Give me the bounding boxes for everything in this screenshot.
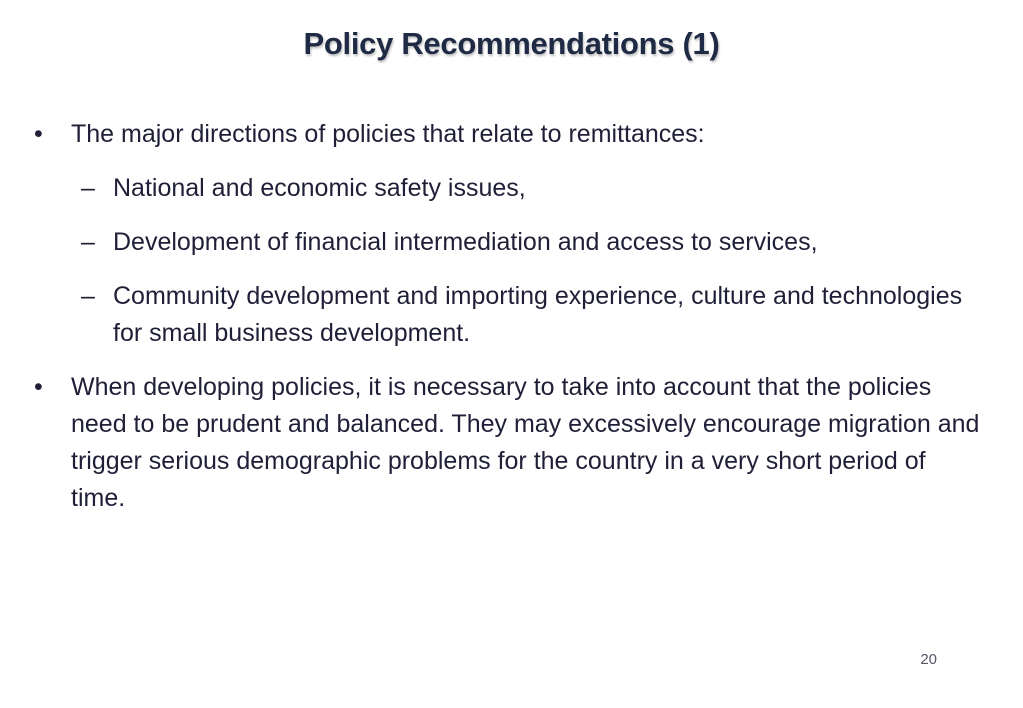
bullet-text: The major directions of policies that relate to remittances: xyxy=(71,120,705,148)
slide-title: Policy Recommendations (1) xyxy=(303,26,720,61)
dash-marker: – xyxy=(81,282,95,310)
sub-bullet-item xyxy=(81,170,980,207)
bullet-marker: • xyxy=(34,373,43,401)
bullet-item xyxy=(30,369,980,517)
dash-marker: – xyxy=(81,228,95,256)
sub-bullet-text: Community development and importing experience, culture and technologies for small business development. xyxy=(113,282,963,347)
sub-bullet-text: National and economic safety issues, xyxy=(113,174,526,202)
page-number: 20 xyxy=(920,651,937,668)
bullet-text: When developing policies, it is necessary to take into account that the policies need to be prudent and balanced. They may excessively encourage migration and trigger serious demographic problems for the country in a very short period of time. xyxy=(71,373,980,512)
dash-marker: – xyxy=(81,174,95,202)
slide-content xyxy=(30,116,980,517)
sub-bullet-text: Development of financial intermediation and access to services, xyxy=(113,228,818,256)
sub-bullet-item xyxy=(81,278,980,352)
sub-bullet-item xyxy=(81,224,980,261)
bullet-marker: • xyxy=(34,120,43,148)
bullet-item xyxy=(30,116,980,153)
sub-bullet-list xyxy=(30,170,980,352)
